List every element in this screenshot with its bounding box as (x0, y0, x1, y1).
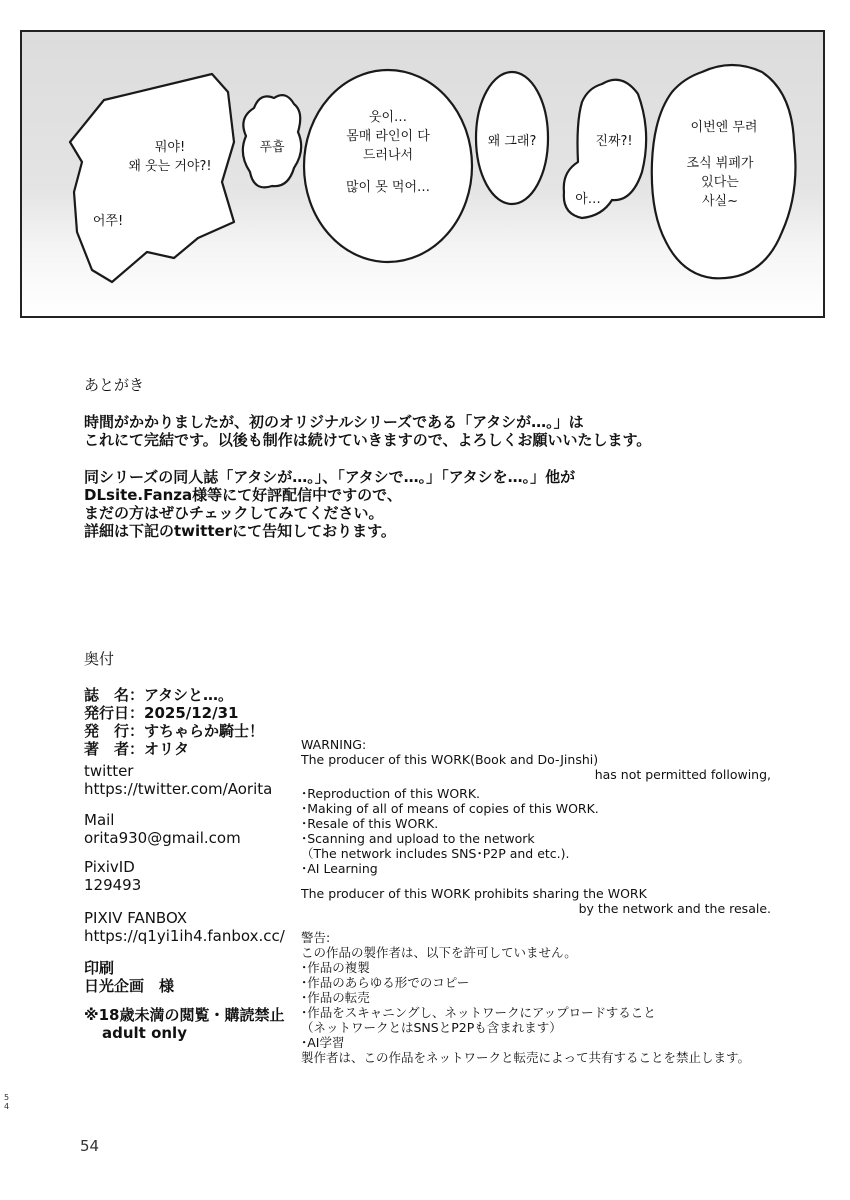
colophon-heading: 奥付 (84, 650, 115, 668)
fanbox-link[interactable]: https://q1yi1ih4.fanbox.cc/ (84, 927, 285, 945)
bubble-6-line-1: 이번엔 무려 (690, 120, 758, 135)
afterword-p1-line-1: 時間がかかりましたが、初のオリジナルシリーズである「アタシが…。」は (84, 413, 584, 431)
keikoku-heading: 警告: (301, 930, 331, 945)
afterword-p2-line-2: DLsite.Fanza様等にて好評配信中ですので、 (84, 486, 402, 504)
age-notice-block (84, 1006, 284, 1042)
colophon-publisher-label: 発 行： (84, 722, 145, 740)
bubble-3-line-3: 드러나서 (362, 148, 414, 163)
afterword-p2-line-1: 同シリーズの同人誌「アタシが…。」、「アタシで…。」「アタシを…。」他が (84, 468, 576, 486)
keikoku-line-5: ･作品をスキャニングし、ネットワークにアップロードすること (301, 1005, 656, 1020)
warning-item-4: ･Scanning and upload to the network (301, 831, 535, 846)
manga-panel (20, 30, 825, 318)
afterword-paragraph-2 (84, 468, 575, 540)
afterword-p2-line-4: 詳細は下記のtwitterにて告知しております。 (84, 522, 396, 540)
mail-block (84, 811, 241, 847)
keikoku-line-7: ･AI学習 (301, 1035, 345, 1050)
side-mark-top: 5 (4, 1093, 10, 1102)
keikoku-line-4: ･作品の転売 (301, 990, 370, 1005)
bubble-3-line-4: 많이 못 먹어… (345, 180, 431, 195)
fanbox-block (84, 909, 285, 945)
print-label: 印刷 (84, 959, 115, 977)
warning-item-2: ･Making of all of means of copies of this WORK. (301, 801, 599, 816)
pixiv-block (84, 858, 141, 894)
print-value: 日光企画 様 (84, 977, 175, 995)
keikoku-line-3: ･作品のあらゆる形でのコピー (301, 975, 470, 990)
warning-line-1: The producer of this WORK(Book and Do-Jinshi) (301, 752, 599, 767)
colophon-date-value: 2025/12/31 (144, 704, 239, 722)
mail-link[interactable]: orita930@gmail.com (84, 829, 241, 847)
keikoku-line-2: ･作品の複製 (301, 960, 370, 975)
warning-line-2: has not permitted following, (594, 767, 771, 782)
afterword-heading: あとがき (84, 376, 145, 394)
age-notice: ※18歳未満の閲覧・購読禁止 (84, 1006, 285, 1024)
afterword-p2-line-3: まだの方はぜひチェックしてみてください。 (84, 504, 384, 522)
bubble-1-line-2: 왜 웃는 거야?! (128, 159, 212, 174)
warning-item-5: （The network includes SNS･P2P and etc.). (301, 846, 570, 861)
twitter-link[interactable]: https://twitter.com/Aorita (84, 780, 273, 798)
warning-item-6: ･AI Learning (301, 861, 378, 876)
side-mark-bottom: 4 (4, 1102, 10, 1111)
colophon-title-label: 誌 名： (84, 686, 145, 704)
speech-bubble-3 (304, 70, 472, 262)
warning-item-1: ･Reproduction of this WORK. (301, 786, 481, 801)
keikoku-block (301, 930, 750, 1065)
bubble-4-text: 왜 그래? (487, 134, 537, 149)
bubble-3-line-2: 몸매 라인이 다 (346, 129, 430, 144)
mail-label: Mail (84, 811, 115, 829)
bubble-6-line-4: 사실~ (701, 194, 738, 209)
colophon-title-value: アタシと…。 (144, 686, 233, 704)
warning-block (301, 737, 771, 916)
keikoku-line-6: （ネットワークとはSNSとP2Pも含まれます） (301, 1020, 562, 1035)
twitter-block (84, 762, 272, 798)
speech-bubble-1 (70, 74, 234, 282)
pixiv-id: 129493 (84, 876, 142, 894)
colophon-publisher-value: すちゃらか騎士！ (144, 722, 265, 740)
bubble-5-line-2: 아… (575, 192, 601, 207)
bubble-1-line-1: 뭐야! (154, 140, 186, 155)
colophon-author-label: 著 者： (84, 740, 145, 758)
side-page-mark (4, 1093, 9, 1111)
bubble-6-line-3: 있다는 (701, 175, 739, 190)
print-block (84, 959, 174, 995)
warning-p2-line-1: The producer of this WORK prohibits sharing the WORK (301, 886, 647, 901)
warning-item-3: ･Resale of this WORK. (301, 816, 439, 831)
colophon-author-value: オリタ (144, 740, 190, 758)
bubble-2-text: 푸흡 (259, 140, 285, 155)
afterword-p1-line-2: これにて完結です。以後も制作は続けていきますので、よろしくお願いいたします。 (84, 431, 652, 449)
fanbox-label: PIXIV FANBOX (84, 909, 188, 927)
twitter-label: twitter (84, 762, 134, 780)
keikoku-line-8: 製作者は、この作品をネットワークと転売によって共有することを禁止します。 (301, 1050, 751, 1065)
bubble-1-line-3: 어쭈! (92, 214, 124, 229)
bubble-5-line-1: 진짜?! (595, 134, 633, 149)
bubble-3-line-1: 웃이… (368, 110, 408, 125)
colophon-date-label: 発行日： (84, 704, 145, 722)
keikoku-line-1: この作品の製作者は、以下を許可していません。 (301, 945, 577, 960)
colophon-info (84, 686, 264, 758)
afterword-paragraph-1 (84, 413, 651, 449)
adult-only: adult only (102, 1024, 187, 1042)
warning-heading: WARNING: (301, 737, 367, 752)
page-number: 54 (80, 1137, 100, 1155)
bubble-6-line-2: 조식 뷔페가 (686, 156, 754, 171)
pixiv-label: PixivID (84, 858, 135, 876)
warning-p2-line-2: by the network and the resale. (578, 901, 771, 916)
